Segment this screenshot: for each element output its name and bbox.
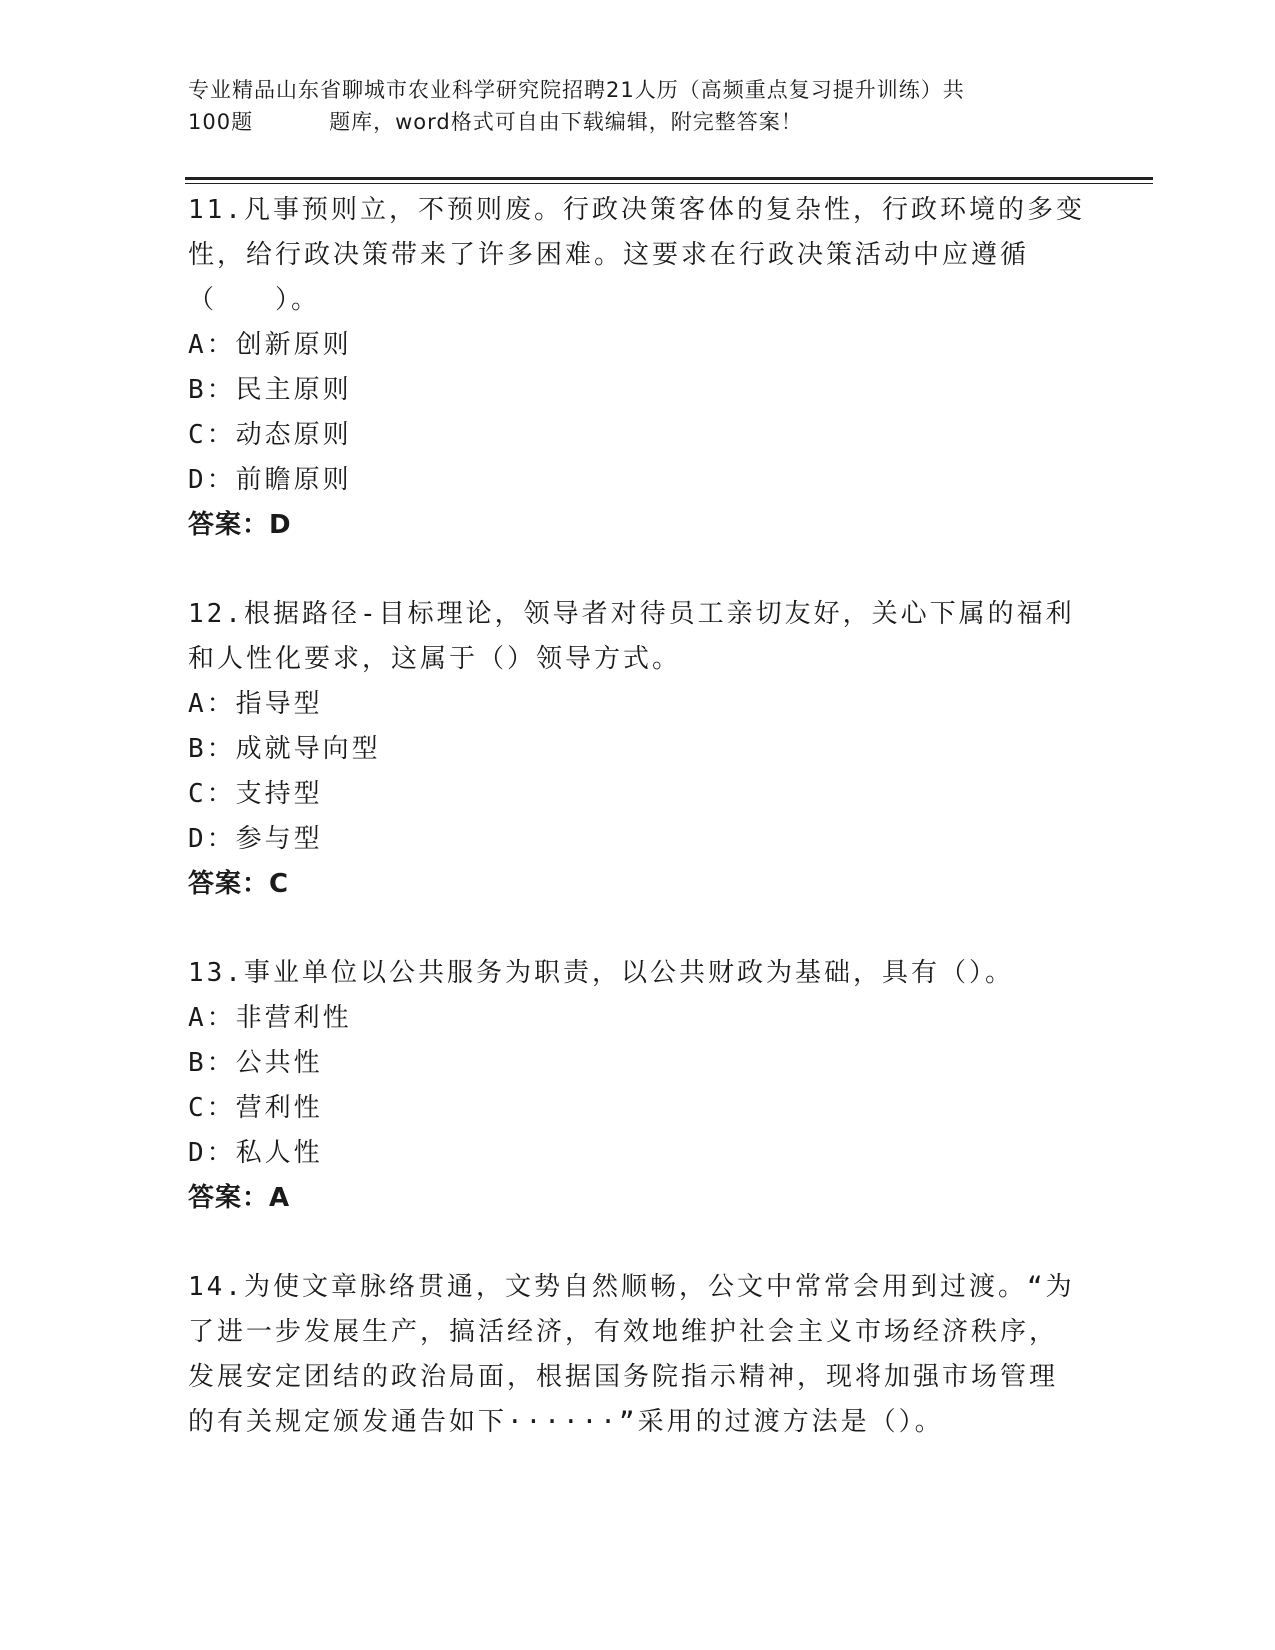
option-b: B：民主原则 xyxy=(188,375,352,405)
question-14 xyxy=(188,1265,1088,1445)
header-line-2-start: 100题 xyxy=(188,110,254,134)
answer: 答案：D xyxy=(188,510,292,540)
option-a: A：指导型 xyxy=(188,689,323,719)
option-a: A：创新原则 xyxy=(188,330,352,360)
question-12 xyxy=(188,592,1088,907)
header-rule-thin xyxy=(185,183,1153,184)
option-c: C：动态原则 xyxy=(188,420,352,450)
question-stem-line: 13.事业单位以公共服务为职责，以公共财政为基础，具有（）。 xyxy=(188,958,1014,988)
question-spacer xyxy=(188,1221,1088,1265)
question-spacer xyxy=(188,548,1088,592)
question-stem-line: 性，给行政决策带来了许多困难。这要求在行政决策活动中应遵循 xyxy=(188,240,1030,270)
option-d: D：前瞻原则 xyxy=(188,465,352,495)
question-stem-line: （ ）。 xyxy=(188,285,321,315)
question-13 xyxy=(188,951,1088,1221)
option-b: B：公共性 xyxy=(188,1048,323,1078)
header-line-2-end: 题库，word格式可自由下载编辑，附完整答案！ xyxy=(329,110,803,134)
question-stem-line: 了进一步发展生产，搞活经济，有效地维护社会主义市场经济秩序， xyxy=(188,1317,1059,1347)
header-rule-thick xyxy=(185,177,1153,180)
question-stem-line: 11.凡事预则立，不预则废。行政决策客体的复杂性，行政环境的多变 xyxy=(188,195,1085,225)
question-stem-line: 14.为使文章脉络贯通，文势自然顺畅，公文中常常会用到过渡。“为 xyxy=(188,1272,1075,1302)
option-d: D：参与型 xyxy=(188,824,323,854)
question-stem-line: 发展安定团结的政治局面，根据国务院指示精神，现将加强市场管理 xyxy=(188,1362,1059,1392)
option-a: A：非营利性 xyxy=(188,1003,352,1033)
document-header xyxy=(188,74,1088,138)
answer: 答案：C xyxy=(188,869,290,899)
question-list xyxy=(188,188,1088,1445)
option-b: B：成就导向型 xyxy=(188,734,381,764)
question-stem-line: 12.根据路径-目标理论，领导者对待员工亲切友好，关心下属的福利 xyxy=(188,599,1075,629)
answer: 答案：A xyxy=(188,1183,291,1213)
question-stem-line: 和人性化要求，这属于（）领导方式。 xyxy=(188,644,682,674)
question-stem-line: 的有关规定颁发通告如下······”采用的过渡方法是（）。 xyxy=(188,1407,944,1437)
header-line-1: 专业精品山东省聊城市农业科学研究院招聘21人历（高频重点复习提升训练）共 xyxy=(188,78,965,102)
option-c: C：营利性 xyxy=(188,1093,323,1123)
question-11 xyxy=(188,188,1088,548)
option-d: D：私人性 xyxy=(188,1138,323,1168)
question-spacer xyxy=(188,907,1088,951)
option-c: C：支持型 xyxy=(188,779,323,809)
